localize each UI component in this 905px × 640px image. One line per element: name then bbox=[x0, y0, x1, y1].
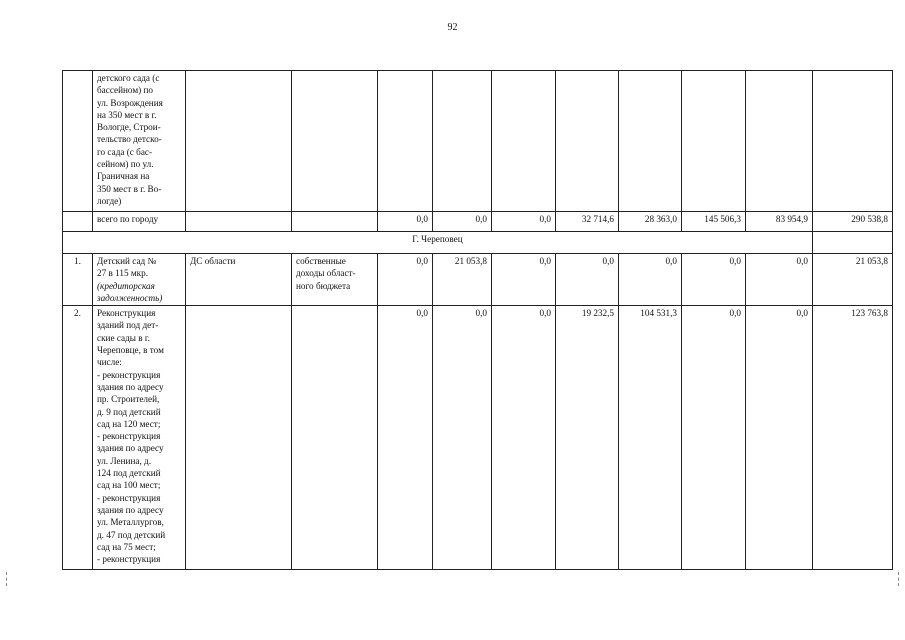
value-cell: 21 053,8 bbox=[813, 254, 893, 306]
value-cell: 0,0 bbox=[682, 254, 746, 306]
object-name: Детский сад № 27 в 115 мкр. bbox=[97, 256, 157, 279]
value-cell: 0,0 bbox=[378, 306, 433, 570]
total-value: 290 538,8 bbox=[813, 212, 893, 232]
value-cell: 0,0 bbox=[619, 254, 682, 306]
section-title: Г. Череповец bbox=[63, 232, 813, 254]
value-cell: 19 232,5 bbox=[556, 306, 619, 570]
section-empty-cell bbox=[813, 232, 893, 254]
value-cell: 0,0 bbox=[682, 306, 746, 570]
value-cell: 0,0 bbox=[492, 306, 556, 570]
value-cell bbox=[682, 71, 746, 212]
total-value: 0,0 bbox=[378, 212, 433, 232]
value-cell bbox=[433, 71, 492, 212]
object-name-cell bbox=[93, 254, 186, 306]
value-cell bbox=[556, 71, 619, 212]
total-value: 83 954,9 bbox=[746, 212, 813, 232]
value-cell: 0,0 bbox=[746, 254, 813, 306]
object-name-cell: Реконструкция зданий под дет- ские сады в г. Череповце, в том числе: - реконструкция здания по адресу пр. Строителей, д. 9 под детский сад на 120 мест; - реконструкция здания по адресу ул. Ленина, д. 124 под детский сад на 100 мест; - реконструкция здания по адресу ул. Металлургов, д. 47 под детский сад на 75 мест; - реконструкция bbox=[93, 306, 186, 570]
client-cell bbox=[186, 212, 292, 232]
source-cell bbox=[292, 306, 378, 570]
client-cell bbox=[186, 71, 292, 212]
scan-edge-mark bbox=[6, 572, 8, 586]
value-cell bbox=[619, 71, 682, 212]
total-label: всего по городу bbox=[93, 212, 186, 232]
value-cell: 21 053,8 bbox=[433, 254, 492, 306]
value-cell: 0,0 bbox=[492, 254, 556, 306]
value-cell: 0,0 bbox=[433, 306, 492, 570]
index-cell bbox=[63, 71, 93, 212]
value-cell: 0,0 bbox=[556, 254, 619, 306]
total-value: 28 363,0 bbox=[619, 212, 682, 232]
value-cell bbox=[378, 71, 433, 212]
total-row bbox=[63, 212, 893, 232]
total-value: 0,0 bbox=[433, 212, 492, 232]
value-cell: 104 531,3 bbox=[619, 306, 682, 570]
value-cell: 0,0 bbox=[746, 306, 813, 570]
total-value: 32 714,6 bbox=[556, 212, 619, 232]
client-cell: ДС области bbox=[186, 254, 292, 306]
value-cell: 0,0 bbox=[378, 254, 433, 306]
table-row bbox=[63, 254, 893, 306]
object-name-cell: детского сада (с бассейном) по ул. Возрождения на 350 мест в г. Вологде, Строи- тельство детско- го сада (с бас- сейном) по ул. Граничная на 350 мест в г. Во- логде) bbox=[93, 71, 186, 212]
value-cell bbox=[492, 71, 556, 212]
scan-edge-mark bbox=[898, 572, 900, 586]
object-name-note: (кредиторская задолженность) bbox=[97, 280, 163, 303]
page-number: 92 bbox=[447, 22, 458, 33]
source-cell bbox=[292, 212, 378, 232]
section-row bbox=[63, 232, 893, 254]
value-cell bbox=[813, 71, 893, 212]
continuation-row bbox=[63, 71, 893, 212]
row-index: 2. bbox=[63, 306, 93, 570]
source-cell: собственные доходы област- ного бюджета bbox=[292, 254, 378, 306]
client-cell bbox=[186, 306, 292, 570]
index-cell bbox=[63, 212, 93, 232]
total-value: 145 506,3 bbox=[682, 212, 746, 232]
value-cell: 123 763,8 bbox=[813, 306, 893, 570]
source-cell bbox=[292, 71, 378, 212]
total-value: 0,0 bbox=[492, 212, 556, 232]
value-cell bbox=[746, 71, 813, 212]
table-row bbox=[63, 306, 893, 570]
row-index: 1. bbox=[63, 254, 93, 306]
budget-table bbox=[62, 70, 893, 570]
